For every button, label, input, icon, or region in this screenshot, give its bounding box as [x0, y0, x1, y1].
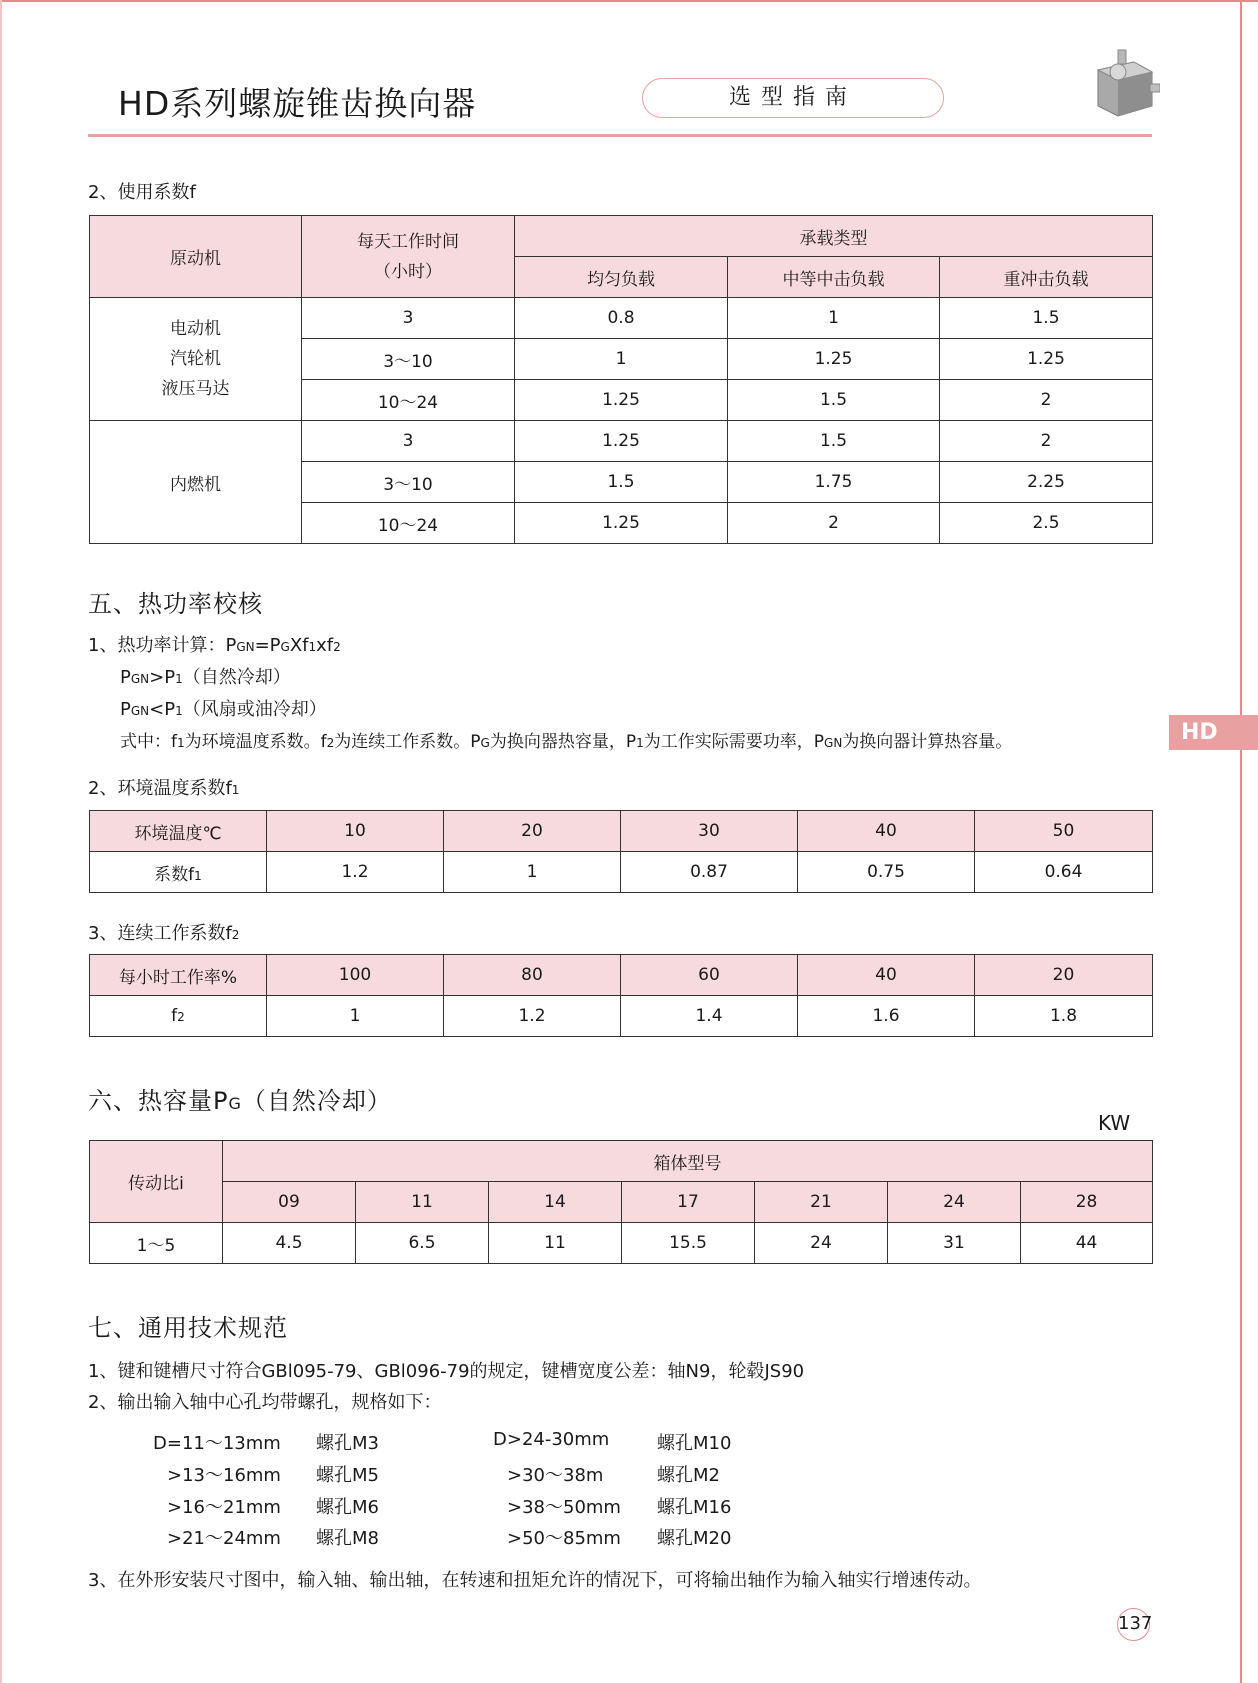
factor-cell: 1.5 — [728, 421, 940, 462]
factor-cell: 1.2 — [444, 996, 621, 1037]
legend-text: 为换向器热容量，P — [489, 732, 637, 752]
temp-cell: 20 — [444, 811, 621, 852]
factor-cell: 1.25 — [940, 339, 1153, 380]
factor-cell: 1.4 — [621, 996, 798, 1037]
legend-text: 式中：f — [120, 732, 177, 752]
usage-factor-heading: 2、使用系数f — [88, 182, 196, 203]
page-border-left — [0, 0, 2, 1683]
env-temp-table — [89, 810, 1153, 893]
capacity-cell: 44 — [1021, 1223, 1153, 1264]
hours-cell: 10～24 — [302, 503, 515, 544]
spec-item-2: 2、输出输入轴中心孔均带螺孔，规格如下： — [88, 1392, 442, 1413]
factor-cell: 1.25 — [515, 380, 728, 421]
temp-cell: 30 — [621, 811, 798, 852]
legend-text: 为连续工作系数。P — [334, 732, 481, 752]
thread-size-spec: 螺孔M3 — [316, 1433, 379, 1454]
thread-size-range: D=11～13mm — [153, 1433, 281, 1454]
factor-cell: 2.5 — [940, 503, 1153, 544]
formula-sub: 1 — [175, 672, 183, 686]
factor-cell: 2 — [728, 503, 940, 544]
thread-size-spec: 螺孔M2 — [657, 1465, 720, 1486]
prime-mover-name: 内燃机 — [170, 474, 221, 495]
thread-size-range: >30～38m — [507, 1465, 604, 1486]
capacity-cell: 6.5 — [356, 1223, 489, 1264]
model-cell: 09 — [223, 1182, 356, 1223]
model-cell: 24 — [888, 1182, 1021, 1223]
side-tab-hd: HD — [1169, 715, 1258, 750]
header-prime-mover: 原动机 — [90, 216, 302, 298]
factor-cell: 2 — [940, 380, 1153, 421]
heading-text: （自然冷却） — [241, 1087, 392, 1115]
heading-sub: 1 — [231, 783, 240, 797]
thermal-formula-line — [88, 631, 341, 657]
thermal-check-heading: 五、热功率校核 — [88, 590, 263, 618]
capacity-cell: 11 — [489, 1223, 622, 1264]
header-divider — [88, 134, 1152, 137]
formula-text: <P — [149, 699, 176, 720]
formula-sub: GN — [236, 640, 255, 654]
rate-cell: 40 — [798, 955, 975, 996]
rate-cell: 60 — [621, 955, 798, 996]
header-load-type: 承载类型 — [515, 216, 1153, 257]
table-row — [90, 298, 1153, 339]
formula-sub: 2 — [333, 640, 341, 654]
legend-text: 为环境温度系数。f — [184, 732, 327, 752]
temp-cell: 40 — [798, 811, 975, 852]
factor-cell: 1.8 — [975, 996, 1153, 1037]
env-temp-heading — [88, 774, 239, 800]
heading-text: 2、环境温度系数f — [88, 778, 232, 799]
heading-text: 3、连续工作系数f — [88, 923, 232, 944]
table-row — [90, 421, 1153, 462]
hours-cell: 3 — [302, 421, 515, 462]
heat-capacity-table — [89, 1140, 1153, 1264]
header-ratio: 传动比i — [90, 1141, 223, 1223]
fan-cooling-line — [120, 695, 327, 721]
factor-cell: 1.5 — [515, 462, 728, 503]
factor-cell: 0.64 — [975, 852, 1153, 893]
model-cell: 11 — [356, 1182, 489, 1223]
factor-cell: 1 — [444, 852, 621, 893]
formula-sub: GN — [130, 704, 150, 718]
header-hours-line1: 每天工作时间 — [357, 231, 459, 252]
header-load-heavy: 重冲击负载 — [940, 257, 1153, 298]
thread-size-spec: 螺孔M20 — [657, 1528, 732, 1549]
capacity-cell: 31 — [888, 1223, 1021, 1264]
hours-cell: 3～10 — [302, 339, 515, 380]
table-row — [90, 1182, 1153, 1223]
natural-cooling-line — [120, 663, 291, 689]
factor-cell: 1.5 — [940, 298, 1153, 339]
label-text: f — [171, 1006, 178, 1026]
thread-size-range: >38～50mm — [507, 1497, 621, 1518]
duty-rate-label: 每小时工作率% — [90, 955, 267, 996]
duty-factor-label — [90, 996, 267, 1037]
table-row — [90, 852, 1153, 893]
table-row — [90, 955, 1153, 996]
specs-heading: 七、通用技术规范 — [88, 1314, 288, 1342]
formula-sub: 1 — [308, 640, 317, 654]
rate-cell: 100 — [267, 955, 444, 996]
temp-cell: 50 — [975, 811, 1153, 852]
formula-text: P — [120, 699, 131, 720]
factor-cell: 1.2 — [267, 852, 444, 893]
legend-text: 为换向器计算热容量。 — [842, 732, 1013, 752]
page-border-top — [0, 0, 1258, 2]
legend-text: 为工作实际需要功率，P — [643, 732, 825, 752]
factor-cell: 0.87 — [621, 852, 798, 893]
model-cell: 28 — [1021, 1182, 1153, 1223]
thread-size-spec: 螺孔M6 — [316, 1497, 379, 1518]
prime-mover-name: 电动机 — [170, 319, 221, 339]
temp-cell: 10 — [267, 811, 444, 852]
header-hours — [302, 216, 515, 298]
factor-cell: 1.5 — [728, 380, 940, 421]
page-number: 137 — [1117, 1608, 1150, 1641]
factor-cell: 0.75 — [798, 852, 975, 893]
thread-size-range: >21～24mm — [167, 1528, 281, 1549]
table-row — [90, 811, 1153, 852]
formula-text: P — [120, 667, 131, 688]
rate-cell: 20 — [975, 955, 1153, 996]
factor-cell: 1 — [728, 298, 940, 339]
heading-text: 六、热容量P — [88, 1087, 229, 1115]
thread-size-spec: 螺孔M16 — [657, 1497, 732, 1518]
heading-sub: G — [228, 1094, 242, 1113]
formula-sub: G — [280, 640, 290, 654]
formula-text: >P — [149, 667, 176, 688]
header-load-medium: 中等中击负载 — [728, 257, 940, 298]
header-model: 箱体型号 — [223, 1141, 1153, 1182]
hours-cell: 3 — [302, 298, 515, 339]
factor-cell: 1.25 — [728, 339, 940, 380]
formula-text: 1、热功率计算：P — [88, 635, 237, 656]
model-cell: 21 — [755, 1182, 888, 1223]
header-load-uniform: 均匀负载 — [515, 257, 728, 298]
hours-cell: 10～24 — [302, 380, 515, 421]
prime-mover-group-electric — [90, 298, 302, 421]
unit-label: KW — [1098, 1111, 1131, 1135]
page-border-right — [1240, 0, 1242, 1683]
table-row — [90, 1223, 1153, 1264]
rate-cell: 80 — [444, 955, 621, 996]
legend-sub: 1 — [177, 736, 185, 750]
prime-mover-name: 汽轮机 — [170, 349, 221, 369]
factor-cell: 0.8 — [515, 298, 728, 339]
formula-text: （自然冷却） — [182, 667, 291, 688]
model-cell: 14 — [489, 1182, 622, 1223]
usage-factor-table — [89, 215, 1153, 544]
factor-cell: 2 — [940, 421, 1153, 462]
spec-item-1: 1、键和键槽尺寸符合GBl095-79、GBl096-79的规定，键槽宽度公差：轴N9，轮毂JS90 — [88, 1361, 805, 1382]
formula-text: xf — [316, 635, 334, 656]
selection-guide-badge: 选型指南 — [642, 78, 944, 118]
factor-cell: 1.75 — [728, 462, 940, 503]
factor-cell: 1.25 — [515, 421, 728, 462]
legend-sub: GN — [824, 736, 843, 750]
env-temp-label: 环境温度℃ — [90, 811, 267, 852]
thread-size-spec: 螺孔M5 — [316, 1465, 379, 1486]
formula-text: =P — [254, 635, 281, 656]
factor-cell: 1 — [515, 339, 728, 380]
ratio-cell: 1～5 — [90, 1223, 223, 1264]
factor-cell: 1 — [267, 996, 444, 1037]
symbol-legend-line — [120, 727, 1012, 752]
duty-table — [89, 954, 1153, 1037]
prime-mover-group-combustion — [90, 421, 302, 544]
label-sub: 1 — [194, 868, 202, 883]
legend-sub: G — [480, 736, 490, 750]
hours-cell: 3～10 — [302, 462, 515, 503]
legend-sub: 1 — [636, 736, 644, 750]
capacity-cell: 4.5 — [223, 1223, 356, 1264]
page-title: HD系列螺旋锥齿换向器 — [118, 84, 477, 123]
legend-sub: 2 — [326, 736, 335, 750]
capacity-cell: 15.5 — [622, 1223, 755, 1264]
table-row — [90, 996, 1153, 1037]
duty-heading — [88, 919, 239, 945]
model-cell: 17 — [622, 1182, 755, 1223]
thread-size-range: >16～21mm — [167, 1497, 281, 1518]
env-factor-label — [90, 852, 267, 893]
label-sub: 2 — [177, 1010, 185, 1024]
capacity-cell: 24 — [755, 1223, 888, 1264]
formula-text: Xf — [289, 635, 309, 656]
gearbox-product-icon — [1090, 48, 1160, 120]
header-hours-line2: （小时） — [374, 261, 442, 282]
thread-size-range: D>24-30mm — [493, 1429, 610, 1450]
label-text: 系数f — [154, 864, 195, 885]
prime-mover-name: 液压马达 — [161, 379, 230, 399]
heading-sub: 2 — [231, 928, 240, 942]
formula-text: （风扇或油冷却） — [182, 699, 327, 720]
factor-cell: 2.25 — [940, 462, 1153, 503]
spec-item-3: 3、在外形安装尺寸图中，输入轴、输出轴，在转速和扭矩允许的情况下，可将输出轴作为输入轴实行增速传动。 — [88, 1570, 982, 1591]
factor-cell: 1.6 — [798, 996, 975, 1037]
formula-sub: 1 — [175, 704, 183, 718]
factor-cell: 1.25 — [515, 503, 728, 544]
formula-sub: GN — [130, 672, 150, 686]
thread-size-spec: 螺孔M8 — [316, 1528, 379, 1549]
thread-size-range: >13～16mm — [167, 1465, 281, 1486]
thread-size-range: >50～85mm — [507, 1528, 621, 1549]
heat-capacity-heading — [88, 1081, 392, 1116]
thread-size-spec: 螺孔M10 — [657, 1433, 732, 1454]
